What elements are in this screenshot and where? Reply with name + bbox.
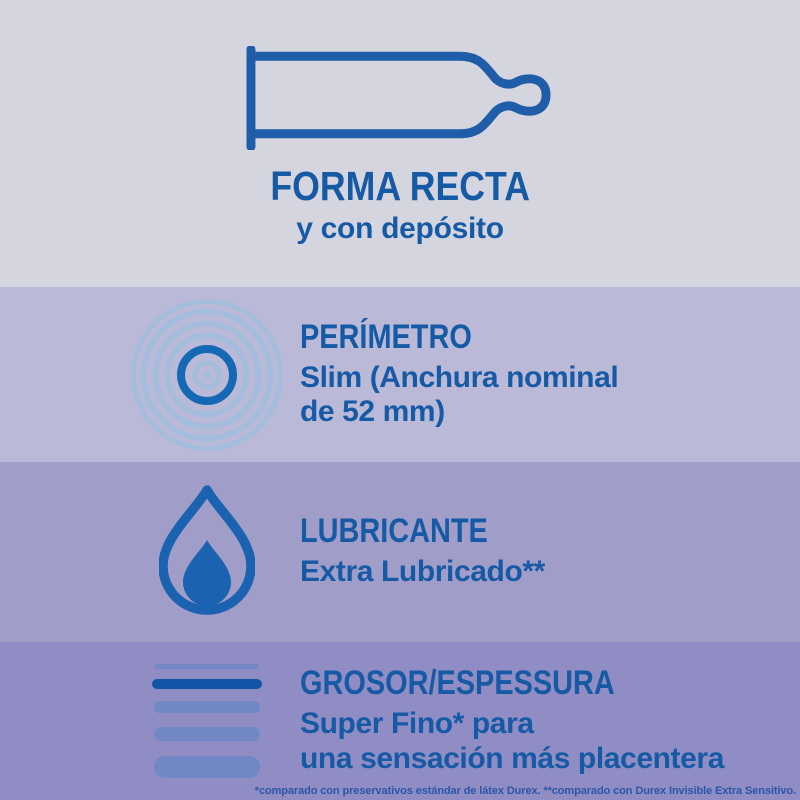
hero-section (0, 0, 800, 287)
feature-description-line: Super Fino* para (300, 707, 534, 741)
feature-grosor-text (300, 666, 800, 775)
feature-title (300, 664, 800, 703)
feature-description-line: de 52 mm) (300, 395, 445, 428)
footnote: *comparado con preservativos estándar de látex Durex. **comparado con Durex Invisible Extra Sensitivo. (254, 785, 796, 797)
feature-grosor (0, 642, 800, 800)
feature-title (300, 317, 800, 356)
hero-subtitle: y con depósito (296, 212, 504, 245)
thickness-lines-icon (0, 664, 300, 778)
feature-title-text: LUBRICANTE (300, 512, 488, 551)
feature-lubricante-text (300, 514, 800, 589)
feature-lubricante (0, 462, 800, 642)
feature-perimetro-text (300, 317, 800, 429)
feature-title-text: PERÍMETRO (300, 317, 472, 356)
feature-description-line: una sensación más placentera (300, 741, 724, 775)
concentric-circles-icon (0, 299, 300, 451)
hero-title-text: FORMA RECTA (270, 163, 530, 209)
feature-description-line: Slim (Anchura nominal (300, 360, 619, 394)
feature-description-line: Extra Lubricado** (300, 555, 545, 589)
feature-perimetro (0, 287, 800, 462)
condom-outline-icon (246, 46, 554, 150)
feature-title-text: GROSOR/ESPESSURA (300, 664, 615, 703)
hero-title (251, 163, 549, 209)
water-drop-icon (0, 484, 300, 620)
feature-title (300, 512, 800, 551)
